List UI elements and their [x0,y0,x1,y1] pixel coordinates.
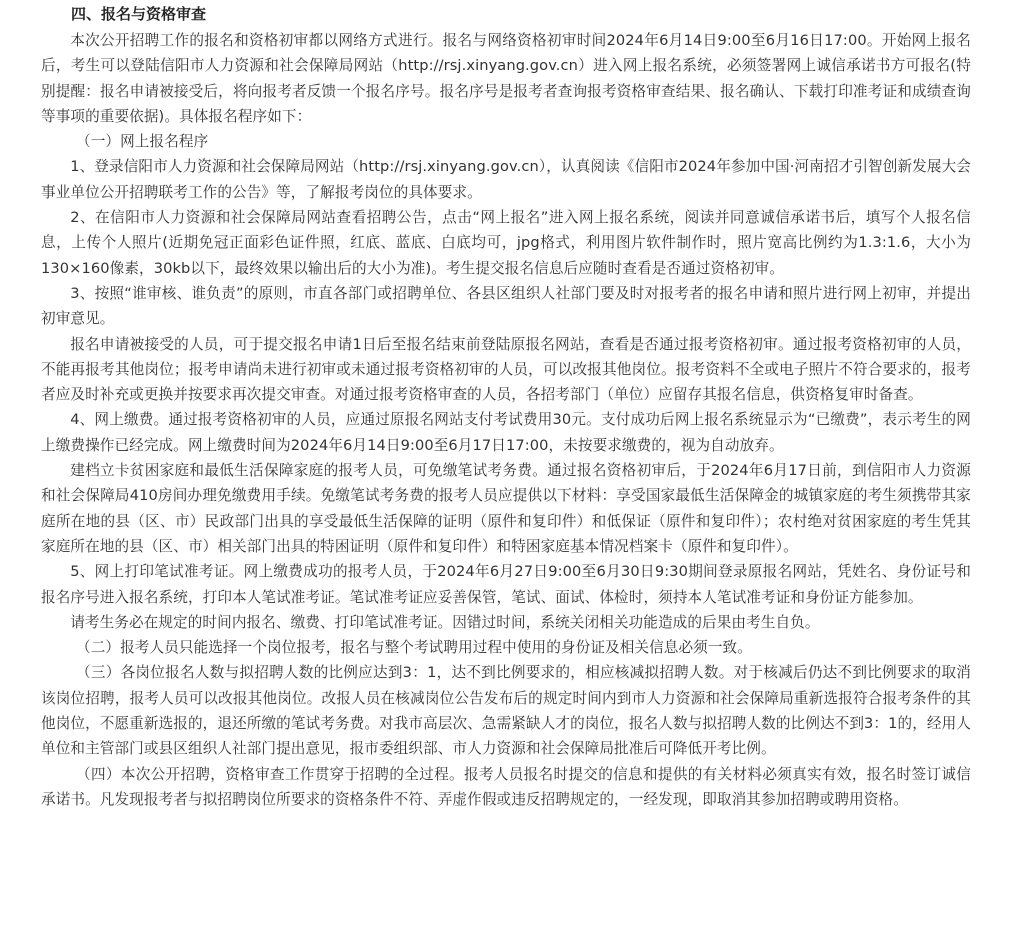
paragraph-step-4-payment: 4、网上缴费。通过报考资格初审的人员，应通过原报名网站支付考试费用30元。支付成功后网上报名系统显示为“已缴费”，表示考生的网上缴费操作已经完成。网上缴费时间为2024年6月14日9:00至6月17日17:00，未按要求缴费的，视为自动放弃。 [41,411,971,454]
paragraph-fee-exemption: 建档立卡贫困家庭和最低生活保障家庭的报考人员，可免缴笔试考务费。通过报名资格初审后，于2024年6月17日前，到信阳市人力资源和社会保障局410房间办理免缴费用手续。免缴笔试考务费的报考人员应提供以下材料：享受国家最低生活保障金的城镇家庭的考生须携带其家庭所在地的县（区、市）民政部门出具的享受最低生活保障的证明（原件和复印件）和低保证（原件和复印件）；农村绝对贫困家庭的考生凭其家庭所在地的县（区、市）相关部门出具的特困证明（原件和复印件）和特困家庭基本情况档案卡（原件和复印件）。 [41,462,971,555]
document-body [41,0,971,812]
paragraph-section-3: （三）各岗位报名人数与拟招聘人数的比例应达到3：1，达不到比例要求的，相应核减拟招聘人数。对于核减后仍达不到比例要求的取消该岗位招聘，报考人员可以改报其他岗位。改报人员在核减岗位公告发布后的规定时间内到市人力资源和社会保障局重新选报符合报考条件的其他岗位，不愿重新选报的，退还所缴的笔试考务费。对我市高层次、急需紧缺人才的岗位，报名人数与拟招聘人数的比例达不到3：1的，经用人单位和主管部门或县区组织人社部门提出意见，报市委组织部、市人力资源和社会保障局批准后可降低开考比例。 [41,664,971,758]
paragraph-intro: 本次公开招聘工作的报名和资格初审都以网络方式进行。报名与网络资格初审时间2024年6月14日9:00至6月16日17:00。开始网上报名后，考生可以登陆信阳市人力资源和社会保障局网站（http://rsj.xinyang.gov.cn）进入网上报名系统，必须签署网上诚信承诺书方可报名(特别提醒：报名申请被接受后，将向报考者反馈一个报名序号。报名序号是报考者查询报考资格审查结果、报名确认、下载打印准考证和成绩查询等事项的重要依据)。具体报名程序如下： [41,32,971,125]
paragraph-accepted-applicants: 报名申请被接受的人员，可于提交报名申请1日后至报名结束前登陆原报名网站，查看是否通过报考资格初审。通过报考资格初审的人员，不能再报考其他岗位；报考申请尚未进行初审或未通过报考资格初审的人员，可以改报其他岗位。报考资料不全或电子照片不符合要求的，报考者应及时补充或更换并按要求再次提交审查。对通过报考资格审查的人员，各招考部门（单位）应留存其报名信息，供资格复审时备查。 [41,335,971,404]
paragraph-step-2: 2、在信阳市人力资源和社会保障局网站查看招聘公告，点击“网上报名”进入网上报名系统，阅读并同意诚信承诺书后，填写个人报名信息，上传个人照片(近期免冠正面彩色证件照，红底、蓝底、白底均可，jpg格式，利用图片软件制作时，照片宽高比例约为1.3:1.6，大小为130×160像素，30kb以下，最终效果以输出后的大小为准)。考生提交报名信息后应随时查看是否通过资格初审。 [41,209,971,277]
paragraph-step-3: 3、按照“谁审核、谁负责”的原则，市直各部门或招聘单位、各县区组织人社部门要及时对报考者的报名申请和照片进行网上初审，并提出初审意见。 [41,284,971,328]
paragraph-section-2: （二）报考人员只能选择一个岗位报考，报名与整个考试聘用过程中使用的身份证及相关信息必须一致。 [76,639,752,657]
paragraph-reminder: 请考生务必在规定的时间内报名、缴费、打印笔试准考证。因错过时间，系统关闭相关功能造成的后果由考生自负。 [70,613,820,631]
paragraph-section-4: （四）本次公开招聘，资格审查工作贯穿于招聘的全过程。报考人员报名时提交的信息和提供的有关材料必须真实有效，报名时签订诚信承诺书。凡发现报考者与拟招聘岗位所要求的资格条件不符、弄虚作假或违反招聘规定的，一经发现，即取消其参加招聘或聘用资格。 [41,765,971,808]
paragraph-step-5-admission-ticket: 5、网上打印笔试准考证。网上缴费成功的报考人员，于2024年6月27日9:00至6月30日9:30期间登录原报名网站，凭姓名、身份证号和报名序号进入报名系统，打印本人笔试准考证。笔试准考证应妥善保管，笔试、面试、体检时，须持本人笔试准考证和身份证方能参加。 [41,563,971,606]
subheading-online-registration: （一）网上报名程序 [76,133,209,151]
paragraph-step-1: 1、登录信阳市人力资源和社会保障局网站（http://rsj.xinyang.gov.cn），认真阅读《信阳市2024年参加中国·河南招才引智创新发展大会事业单位公开招聘联考工作的公告》等，了解报考岗位的具体要求。 [41,158,971,201]
section-title: 四、报名与资格审查 [71,5,207,23]
